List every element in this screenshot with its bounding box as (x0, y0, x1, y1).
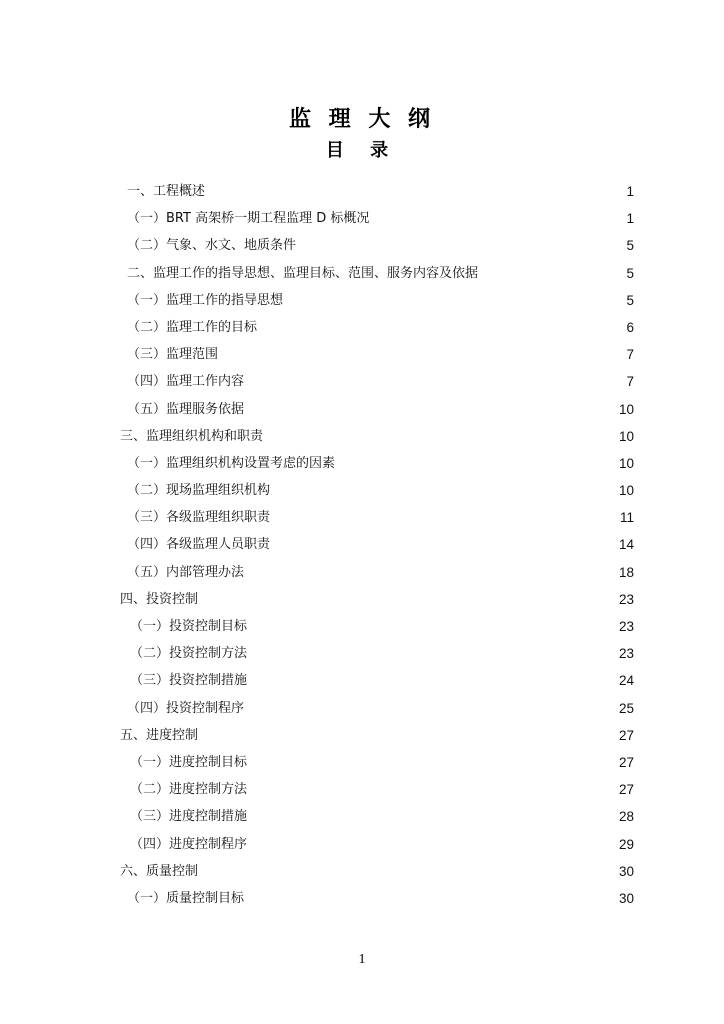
toc-entry-title: 四、投资控制 (120, 591, 199, 607)
toc-entry-title: 五、进度控制 (120, 727, 199, 743)
toc-entry-title: 二、监理工作的指导思想、监理目标、范围、服务内容及依据 (127, 265, 479, 281)
toc-entry[interactable] (0, 749, 724, 776)
toc-entry-title: （一）质量控制目标 (127, 890, 245, 906)
toc-entry[interactable] (0, 504, 724, 531)
toc-entry-page: 6 (626, 319, 634, 335)
toc-entry-page: 5 (626, 292, 634, 308)
toc-entry-title: （三）投资控制措施 (130, 673, 248, 689)
toc-heading: 目 录 (325, 140, 399, 161)
toc-entry-page: 24 (618, 673, 634, 689)
toc-entry-page: 7 (626, 374, 634, 390)
toc-entry-page: 18 (618, 564, 634, 580)
toc-entry[interactable] (0, 722, 724, 749)
toc-entry-page: 29 (618, 836, 634, 852)
toc-entry[interactable] (0, 341, 724, 368)
toc-entry[interactable] (0, 531, 724, 558)
toc-entry[interactable] (0, 776, 724, 803)
toc-entry-title: 三、监理组织机构和职责 (120, 428, 264, 444)
toc-entry-page: 10 (618, 483, 634, 499)
toc-entry-title: （一）投资控制目标 (130, 619, 248, 634)
toc-entry-page: 10 (618, 455, 634, 471)
toc-entry-title: （一）监理工作的指导思想 (127, 292, 284, 308)
page-number: 1 (358, 952, 366, 967)
toc-entry[interactable] (0, 831, 724, 858)
toc-entry[interactable] (0, 695, 724, 722)
toc-entry[interactable] (0, 314, 724, 341)
toc-entry-page: 1 (626, 211, 634, 227)
toc-entry[interactable] (0, 396, 724, 423)
toc-entry-page: 30 (618, 863, 634, 879)
toc-entry-page: 11 (619, 510, 634, 526)
toc-entry[interactable] (0, 260, 724, 287)
toc-entry-page: 7 (626, 347, 634, 363)
toc-entry-page: 14 (618, 537, 634, 553)
toc-entry-title: （二）投资控制方法 (130, 646, 248, 662)
document-title: 监 理 大 纲 (289, 107, 435, 132)
toc-entry-page: 30 (618, 890, 634, 906)
toc-entry-title: （二）现场监理组织机构 (127, 483, 271, 499)
toc-entry[interactable] (0, 803, 724, 830)
toc-entry-title: （一）BRT 高架桥一期工程监理 D 标概况 (127, 211, 370, 227)
toc-entry-page: 23 (618, 591, 634, 607)
toc-entry[interactable] (0, 205, 724, 232)
table-of-contents (0, 178, 724, 912)
toc-entry-title: （三）进度控制措施 (130, 809, 248, 825)
toc-entry[interactable] (0, 368, 724, 395)
toc-entry-title: （二）进度控制方法 (130, 782, 248, 798)
toc-entry[interactable] (0, 613, 724, 640)
toc-entry[interactable] (0, 450, 724, 477)
toc-entry-page: 23 (618, 646, 634, 662)
toc-entry-page: 27 (618, 754, 634, 770)
toc-entry[interactable] (0, 885, 724, 912)
toc-entry-title: （三）监理范围 (127, 347, 219, 363)
toc-entry[interactable] (0, 586, 724, 613)
toc-entry-page: 25 (618, 700, 634, 716)
toc-entry-title: （五）内部管理办法 (127, 564, 245, 580)
toc-entry-title: （一）进度控制目标 (130, 754, 248, 770)
toc-entry[interactable] (0, 423, 724, 450)
toc-entry-page: 27 (618, 782, 634, 798)
toc-entry[interactable] (0, 178, 724, 205)
toc-entry-title: 一、工程概述 (127, 184, 206, 199)
toc-entry-title: （四）投资控制程序 (127, 700, 245, 716)
toc-entry[interactable] (0, 640, 724, 667)
toc-entry-title: （二）监理工作的目标 (127, 319, 258, 335)
toc-entry-title: （五）监理服务依据 (127, 401, 245, 417)
toc-entry-page: 5 (626, 238, 634, 254)
toc-entry-title: （四）监理工作内容 (127, 374, 245, 390)
toc-entry-page: 10 (618, 401, 634, 417)
toc-entry[interactable] (0, 287, 724, 314)
toc-entry[interactable] (0, 858, 724, 885)
toc-entry-page: 5 (626, 265, 634, 281)
toc-entry[interactable] (0, 477, 724, 504)
toc-entry-page: 1 (626, 184, 634, 199)
toc-entry-page: 10 (618, 428, 634, 444)
toc-entry-page: 27 (618, 727, 634, 743)
toc-entry[interactable] (0, 667, 724, 694)
toc-entry-page: 23 (618, 619, 634, 634)
toc-entry-title: （四）各级监理人员职责 (127, 537, 271, 553)
toc-entry-title: （四）进度控制程序 (130, 836, 248, 852)
toc-entry-page: 28 (618, 809, 634, 825)
toc-entry[interactable] (0, 232, 724, 259)
toc-entry-title: （三）各级监理组织职责 (127, 510, 271, 526)
toc-entry[interactable] (0, 559, 724, 586)
toc-entry-title: （二）气象、水文、地质条件 (127, 238, 297, 254)
toc-entry-title: 六、质量控制 (120, 863, 199, 879)
toc-entry-title: （一）监理组织机构设置考虑的因素 (127, 455, 336, 471)
